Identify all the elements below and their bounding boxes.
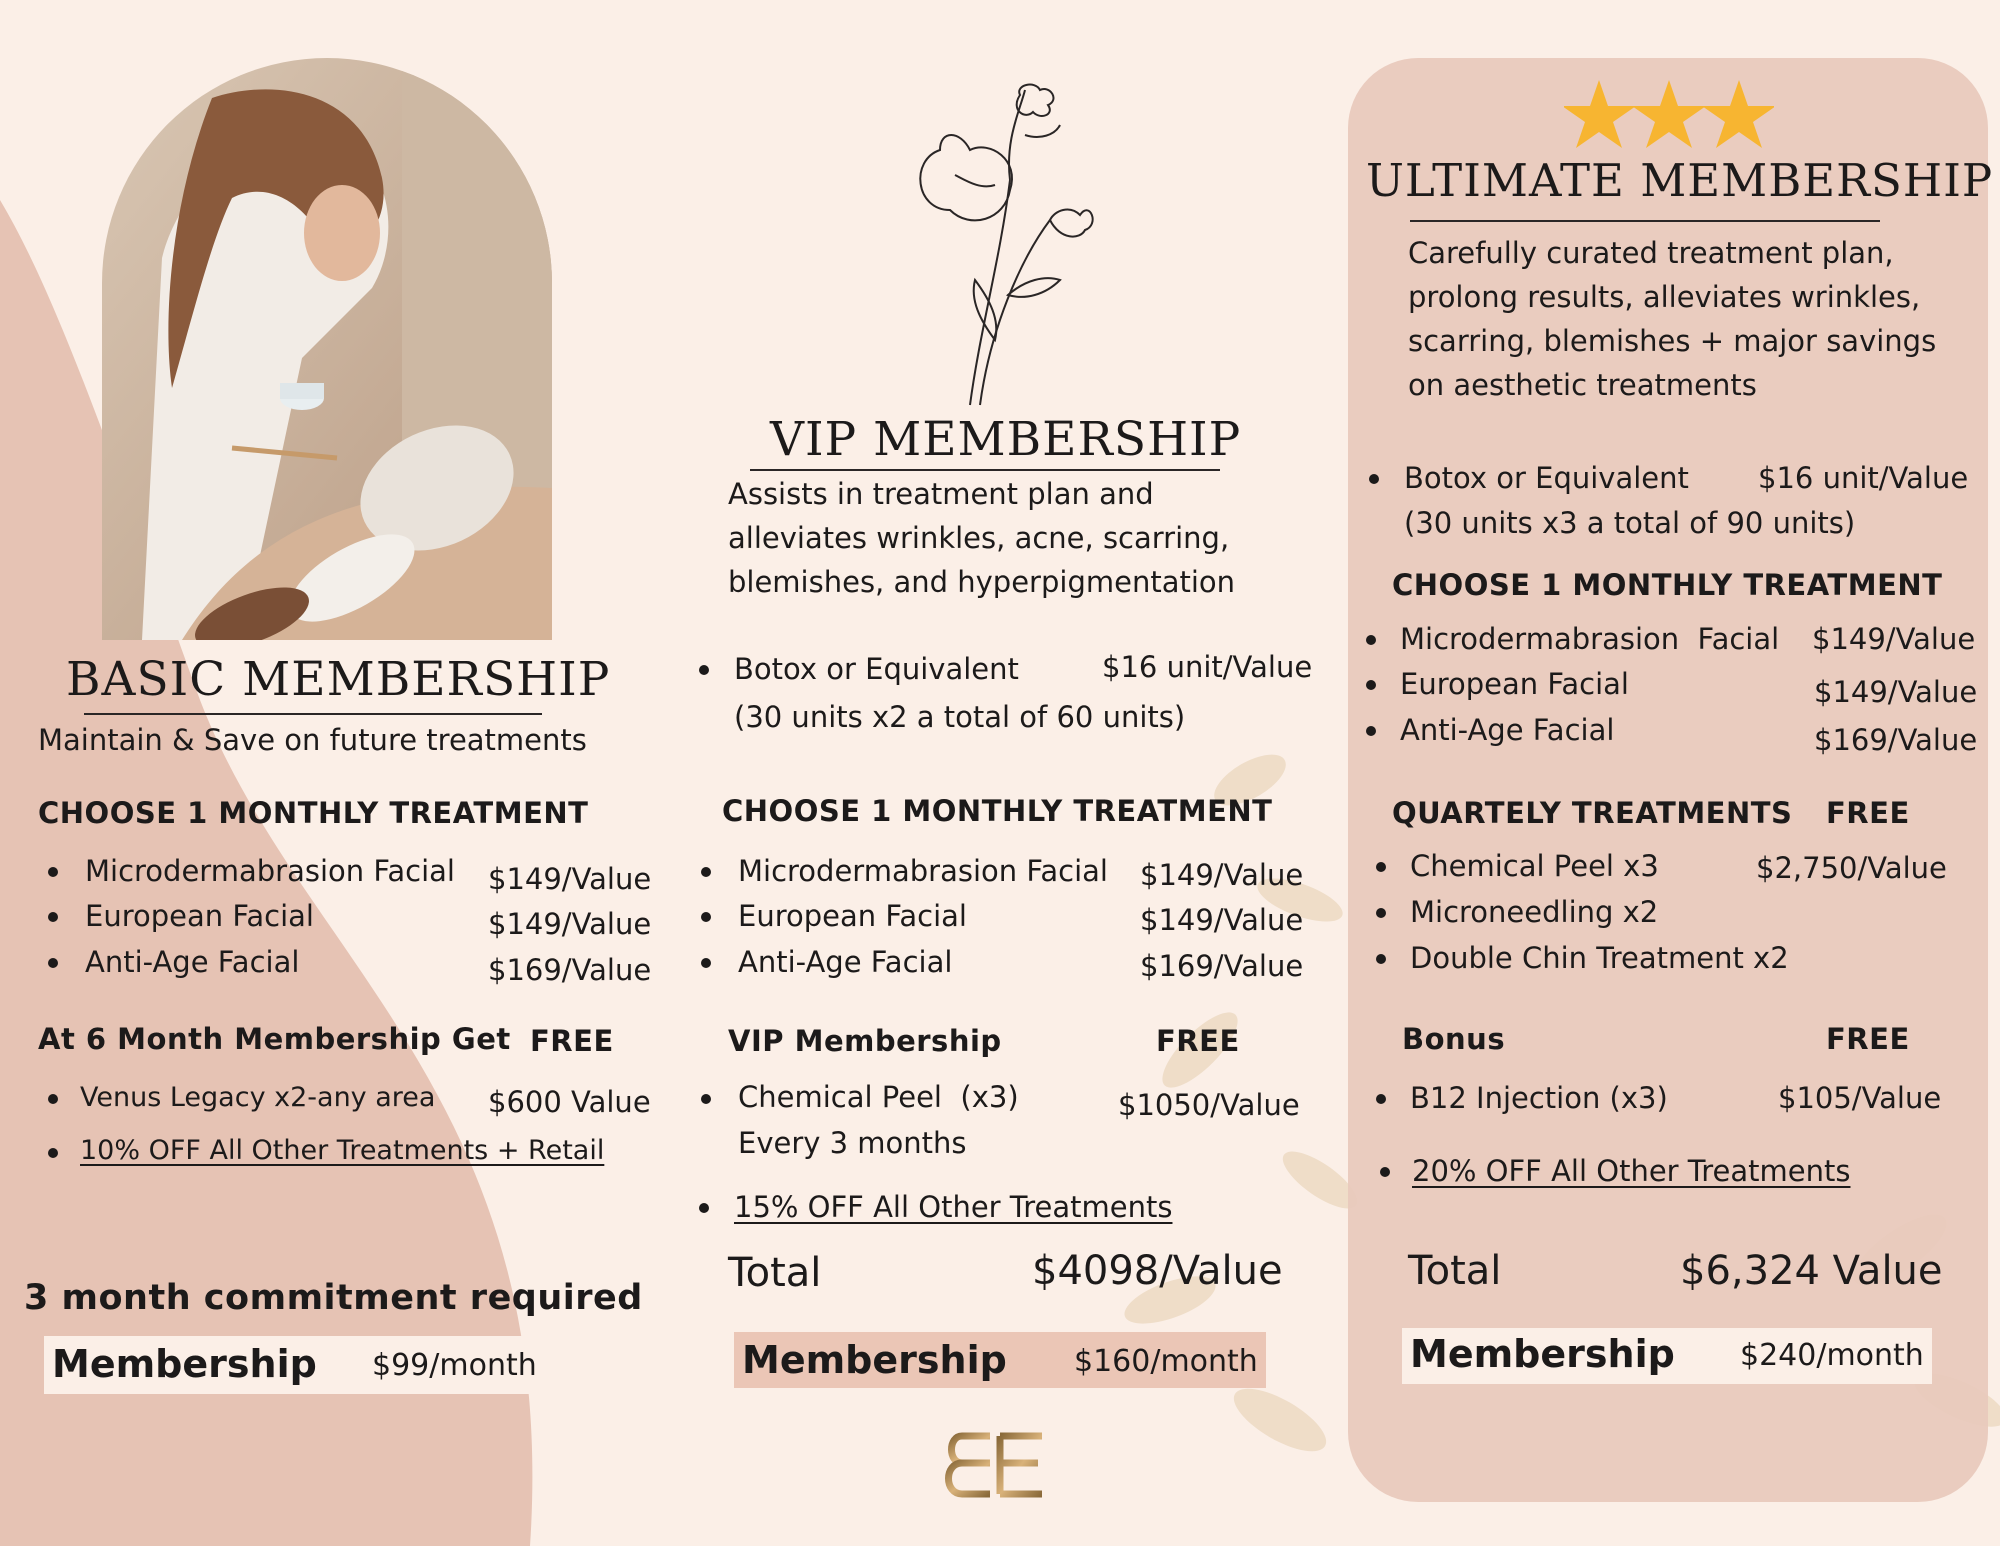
- vip-description-line: Assists in treatment plan and: [728, 477, 1154, 511]
- vip-bonus-item-note: Every 3 months: [738, 1126, 967, 1160]
- vip-treatment-name: Microdermabrasion Facial: [738, 854, 1108, 888]
- vip-bullet: [701, 958, 711, 968]
- basic-title: BASIC MEMBERSHIP: [66, 652, 611, 707]
- basic-treatment-price: $149/Value: [488, 907, 652, 941]
- vip-monthly-heading: CHOOSE 1 MONTHLY TREATMENT: [722, 794, 1273, 828]
- ultimate-membership-label: Membership: [1410, 1332, 1675, 1376]
- vip-bonus-item: Chemical Peel (x3): [738, 1080, 1019, 1114]
- ultimate-botox-price: $16 unit/Value: [1758, 461, 1969, 495]
- ultimate-bullet: [1376, 954, 1386, 964]
- vip-title: VIP MEMBERSHIP: [770, 412, 1242, 467]
- vip-bullet: [699, 665, 709, 675]
- ultimate-membership-price: $240/month: [1740, 1338, 1924, 1373]
- basic-commitment: 3 month commitment required: [24, 1278, 643, 1318]
- ultimate-bonus-price: $105/Value: [1778, 1081, 1942, 1115]
- ultimate-bullet: [1376, 862, 1386, 872]
- ultimate-membership-box: [1402, 1328, 1932, 1384]
- ultimate-total-value: $6,324 Value: [1680, 1248, 1943, 1294]
- basic-bullet: [48, 1148, 58, 1158]
- basic-bonus-item: Venus Legacy x2-any area: [80, 1082, 436, 1113]
- basic-bullet: [48, 867, 58, 877]
- vip-discount: 15% OFF All Other Treatments: [734, 1190, 1173, 1224]
- ultimate-title-rule: [1410, 220, 1880, 222]
- ultimate-treatment-price: $169/Value: [1814, 723, 1978, 757]
- basic-bonus-free: FREE: [530, 1024, 614, 1058]
- basic-bullet: [48, 958, 58, 968]
- ultimate-bullet: [1366, 726, 1376, 736]
- basic-bullet: [48, 1094, 58, 1104]
- basic-discount: 10% OFF All Other Treatments + Retail: [80, 1135, 605, 1166]
- ultimate-bullet: [1366, 635, 1376, 645]
- ultimate-bonus-heading: Bonus: [1402, 1022, 1506, 1056]
- basic-membership-price: $99/month: [372, 1348, 537, 1383]
- basic-bonus-price: $600 Value: [488, 1085, 651, 1119]
- vip-treatment-name: European Facial: [738, 899, 967, 933]
- vip-treatment-name: Anti-Age Facial: [738, 945, 953, 979]
- star-icon: [1564, 80, 1636, 148]
- ultimate-botox-note: (30 units x3 a total of 90 units): [1404, 506, 1856, 540]
- basic-bullet: [48, 912, 58, 922]
- basic-treatment-price: $149/Value: [488, 862, 652, 896]
- ultimate-bonus-item: B12 Injection (x3): [1410, 1081, 1668, 1115]
- vip-description-line: blemishes, and hyperpigmentation: [728, 565, 1236, 599]
- vip-bullet: [701, 912, 711, 922]
- ultimate-treatment-name: European Facial: [1400, 667, 1629, 701]
- vip-bullet: [699, 1203, 709, 1213]
- ultimate-treatment-price: $149/Value: [1812, 622, 1976, 656]
- ultimate-quarterly-price: $2,750/Value: [1756, 851, 1947, 885]
- vip-bonus-heading: VIP Membership: [728, 1024, 1002, 1058]
- basic-title-rule: [84, 713, 542, 715]
- vip-description: [728, 472, 1235, 604]
- ultimate-quarterly-name: Double Chin Treatment x2: [1410, 941, 1789, 975]
- ultimate-description-line: scarring, blemishes + major savings: [1408, 324, 1937, 358]
- vip-botox-name: Botox or Equivalent: [734, 652, 1019, 686]
- basic-monthly-heading: CHOOSE 1 MONTHLY TREATMENT: [38, 796, 589, 830]
- ultimate-bonus-free: FREE: [1826, 1022, 1910, 1056]
- be-monogram-logo: [942, 1432, 1048, 1498]
- ultimate-treatment-name: Anti-Age Facial: [1400, 713, 1615, 747]
- vip-botox-note: (30 units x2 a total of 60 units): [734, 700, 1186, 734]
- basic-treatment-price: $169/Value: [488, 953, 652, 987]
- ultimate-bullet: [1366, 680, 1376, 690]
- vip-membership-box: [734, 1332, 1266, 1388]
- star-icon: [1702, 80, 1774, 148]
- vip-membership-price: $160/month: [1074, 1344, 1258, 1379]
- basic-treatment-name: Microdermabrasion Facial: [85, 854, 455, 888]
- ultimate-discount: 20% OFF All Other Treatments: [1412, 1154, 1851, 1188]
- basic-treatment-name: Anti-Age Facial: [85, 945, 300, 979]
- ultimate-quarterly-free: FREE: [1826, 796, 1910, 830]
- flower-line-art-icon: [900, 80, 1100, 410]
- star-icon: [1632, 80, 1706, 148]
- basic-subtitle: Maintain & Save on future treatments: [38, 723, 587, 757]
- vip-botox-price: $16 unit/Value: [1102, 650, 1313, 684]
- ultimate-quarterly-name: Microneedling x2: [1410, 895, 1659, 929]
- ultimate-bullet: [1376, 908, 1386, 918]
- vip-title-rule: [750, 469, 1220, 471]
- ultimate-botox-name: Botox or Equivalent: [1404, 461, 1689, 495]
- vip-bullet: [701, 1094, 711, 1104]
- basic-bonus-heading: At 6 Month Membership Get: [38, 1022, 511, 1056]
- ultimate-treatment-price: $149/Value: [1814, 675, 1978, 709]
- ultimate-description-line: prolong results, alleviates wrinkles,: [1408, 280, 1921, 314]
- basic-membership-label: Membership: [52, 1342, 317, 1386]
- basic-treatment-name: European Facial: [85, 899, 314, 933]
- vip-total-label: Total: [728, 1250, 822, 1296]
- ultimate-total-label: Total: [1408, 1248, 1502, 1294]
- ultimate-title: ULTIMATE MEMBERSHIP: [1366, 154, 1994, 207]
- ultimate-description-line: Carefully curated treatment plan,: [1408, 236, 1894, 270]
- ultimate-quarterly-name: Chemical Peel x3: [1410, 849, 1659, 883]
- basic-membership-box: [44, 1336, 537, 1394]
- vip-treatment-price: $169/Value: [1140, 949, 1304, 983]
- vip-bonus-free: FREE: [1156, 1024, 1240, 1058]
- ultimate-monthly-heading: CHOOSE 1 MONTHLY TREATMENT: [1392, 568, 1943, 602]
- ultimate-bullet: [1380, 1167, 1390, 1177]
- ultimate-description-line: on aesthetic treatments: [1408, 368, 1757, 402]
- ultimate-bullet: [1369, 474, 1379, 484]
- ultimate-bullet: [1376, 1094, 1386, 1104]
- ultimate-treatment-name: Microdermabrasion Facial: [1400, 622, 1780, 656]
- rating-stars: [1564, 72, 1774, 152]
- vip-membership-label: Membership: [742, 1338, 1007, 1382]
- vip-total-value: $4098/Value: [1032, 1248, 1283, 1294]
- vip-bonus-price: $1050/Value: [1118, 1088, 1300, 1122]
- ultimate-quarterly-heading: QUARTELY TREATMENTS: [1392, 796, 1793, 830]
- vip-description-line: alleviates wrinkles, acne, scarring,: [728, 521, 1230, 555]
- vip-bullet: [701, 867, 711, 877]
- ultimate-description: [1408, 231, 1936, 407]
- vip-treatment-price: $149/Value: [1140, 903, 1304, 937]
- basic-photo: [102, 58, 552, 640]
- vip-treatment-price: $149/Value: [1140, 858, 1304, 892]
